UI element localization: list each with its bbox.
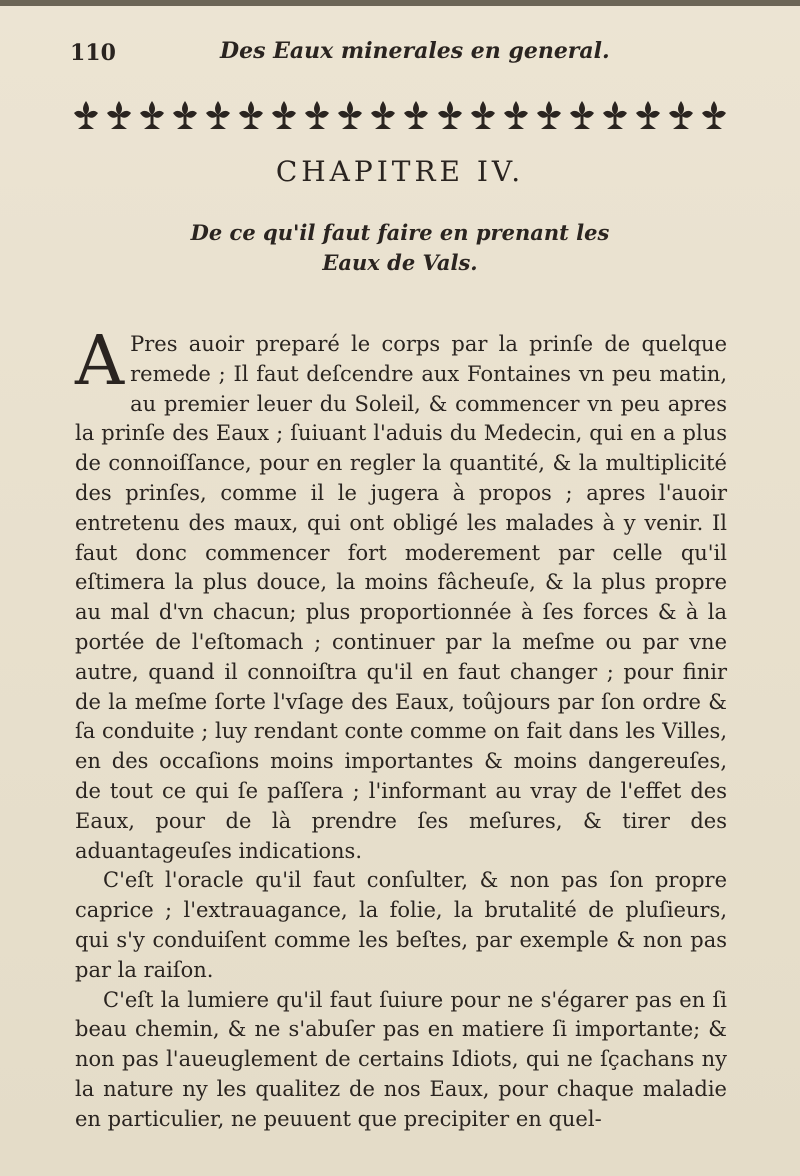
fleuron-icon [436, 99, 464, 131]
paragraph-1-text: Pres auoir preparé le corps par la prinſe de quelque remede ; Il faut deſcendre aux Fontaines vn peu matin, au premier leuer du Soleil, & commencer vn peu apres la prinſe des Eaux ; ſuiuant l'aduis du Medecin, qui en a plus de connoiſſance, pour en regler la quantité, & la multiplicité des prinſes, comme il le jugera à propos ; apres l'auoir entretenu des maux, qui ont obligé les malades à y venir. Il faut donc commencer fort moderement par celle qu'il eſtimera la plus douce, la moins fâcheuſe, & la plus propre au mal d'vn chacun; plus proportionnée à ſes forces & à la portée de l'eſtomach ; continuer par la meſme ou par vne autre, quand il connoiſtra qu'il en faut changer ; pour finir de la meſme ſorte l'vſage des Eaux, toûjours par ſon ordre & ſa conduite ; luy rendant conte comme on fait dans les Villes, en des occaſions moins importantes & moins dangereuſes, de tout ce qui ſe paſſera ; l'informant au vray de l'effet des Eaux, pour de là prendre ſes meſures, & tirer des aduantageuſes indications. [75, 332, 727, 863]
fleuron-icon [667, 99, 695, 131]
fleuron-icon [303, 99, 331, 131]
chapter-subtitle-line-1: De ce qu'il faut faire en prenant les [190, 220, 610, 245]
chapter-subtitle-line-2: Eaux de Vals. [322, 250, 478, 275]
chapter-heading: CHAPITRE IV. [275, 155, 525, 188]
fleuron-icon [402, 99, 430, 131]
fleuron-icon [535, 99, 563, 131]
drop-cap: A [75, 322, 125, 401]
fleuron-icon [171, 99, 199, 131]
fleuron-icon [369, 99, 397, 131]
fleuron-icon [105, 99, 133, 131]
fleuron-icon [469, 99, 497, 131]
paragraph-3: C'eſt la lumiere qu'il faut ſuiure pour ne s'égarer pas en ſi beau chemin, & ne s'abuſer pas en matiere ſi importante; & non pas l'aueuglement de certains Idiots, qui ne ſçachans ny la nature ny les qualitez de nos Eaux, pour chaque maladie en particulier, ne peuuent que precipiter en quel- [75, 987, 727, 1131]
fleuron-icon [72, 99, 100, 131]
fleuron-icon [568, 99, 596, 131]
fleuron-icon [700, 99, 728, 131]
page-number: 110 [70, 40, 116, 66]
running-head [70, 36, 730, 70]
fleuron-icon [634, 99, 662, 131]
fleuron-icon [138, 99, 166, 131]
fleuron-icon [336, 99, 364, 131]
fleuron-ornament-band [72, 96, 728, 134]
chapter-subtitle [0, 218, 800, 278]
page-top-edge [0, 0, 800, 6]
paragraph-2: C'eſt l'oracle qu'il faut conſulter, & non pas ſon propre caprice ; l'extrauagance, la folie, la brutalité de pluſieurs, qui s'y conduiſent comme les beſtes, par exemple & non pas par la raiſon. [75, 868, 727, 982]
body-text [75, 322, 727, 1135]
fleuron-icon [237, 99, 265, 131]
fleuron-icon [601, 99, 629, 131]
fleuron-icon [270, 99, 298, 131]
fleuron-icon [502, 99, 530, 131]
running-title: Des Eaux minerales en general. [220, 38, 610, 64]
paragraph-1 [75, 322, 727, 866]
fleuron-icon [204, 99, 232, 131]
